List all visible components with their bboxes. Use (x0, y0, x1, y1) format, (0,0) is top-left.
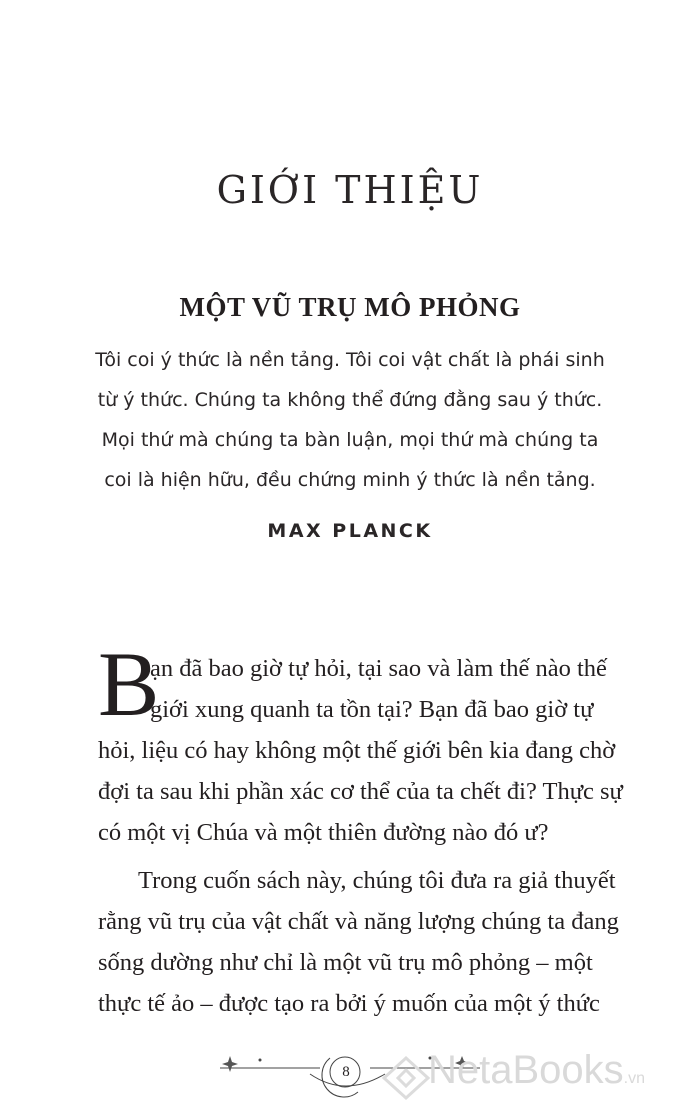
epigraph-author: MAX PLANCK (267, 520, 433, 542)
chapter-title: GIỚI THIỆU (216, 168, 484, 212)
body-line: Trong cuốn sách này, chúng tôi đưa ra giả thuyết (138, 867, 616, 894)
body-line: sống dường như chỉ là một vũ trụ mô phỏng – một (98, 949, 593, 976)
body-line: giới xung quanh ta tồn tại? Bạn đã bao giờ tự (150, 696, 594, 723)
watermark-suffix: .vn (623, 1070, 646, 1087)
watermark-brand: NetaBooks (428, 1048, 624, 1092)
body-line: ạn đã bao giờ tự hỏi, tại sao và làm thế nào thế (150, 655, 607, 682)
body-line: thực tế ảo – được tạo ra bởi ý muốn của một ý thức (98, 990, 600, 1017)
body-paragraph-1 (98, 648, 628, 853)
drop-cap: B (98, 633, 160, 735)
body-line: hỏi, liệu có hay không một thế giới bên kia đang chờ (98, 737, 616, 764)
epigraph-line: Mọi thứ mà chúng ta bàn luận, mọi thứ mà chúng ta (101, 429, 599, 451)
watermark-text (428, 1048, 645, 1093)
epigraph-line: từ ý thức. Chúng ta không thể đứng đằng sau ý thức. (97, 389, 603, 411)
page-number: 8 (342, 1064, 350, 1080)
epigraph-line: Tôi coi ý thức là nền tảng. Tôi coi vật chất là phái sinh (95, 349, 605, 371)
body-line: có một vị Chúa và một thiên đường nào đó ư? (98, 819, 549, 846)
body-line: đợi ta sau khi phần xác cơ thể của ta chết đi? Thực sự (98, 778, 623, 805)
section-title: MỘT VŨ TRỤ MÔ PHỎNG (179, 292, 521, 322)
epigraph-line: coi là hiện hữu, đều chứng minh ý thức là nền tảng. (104, 469, 596, 491)
body-line: rằng vũ trụ của vật chất và năng lượng chúng ta đang (98, 908, 619, 935)
body-paragraph-2 (98, 860, 628, 1024)
epigraph (62, 340, 638, 500)
